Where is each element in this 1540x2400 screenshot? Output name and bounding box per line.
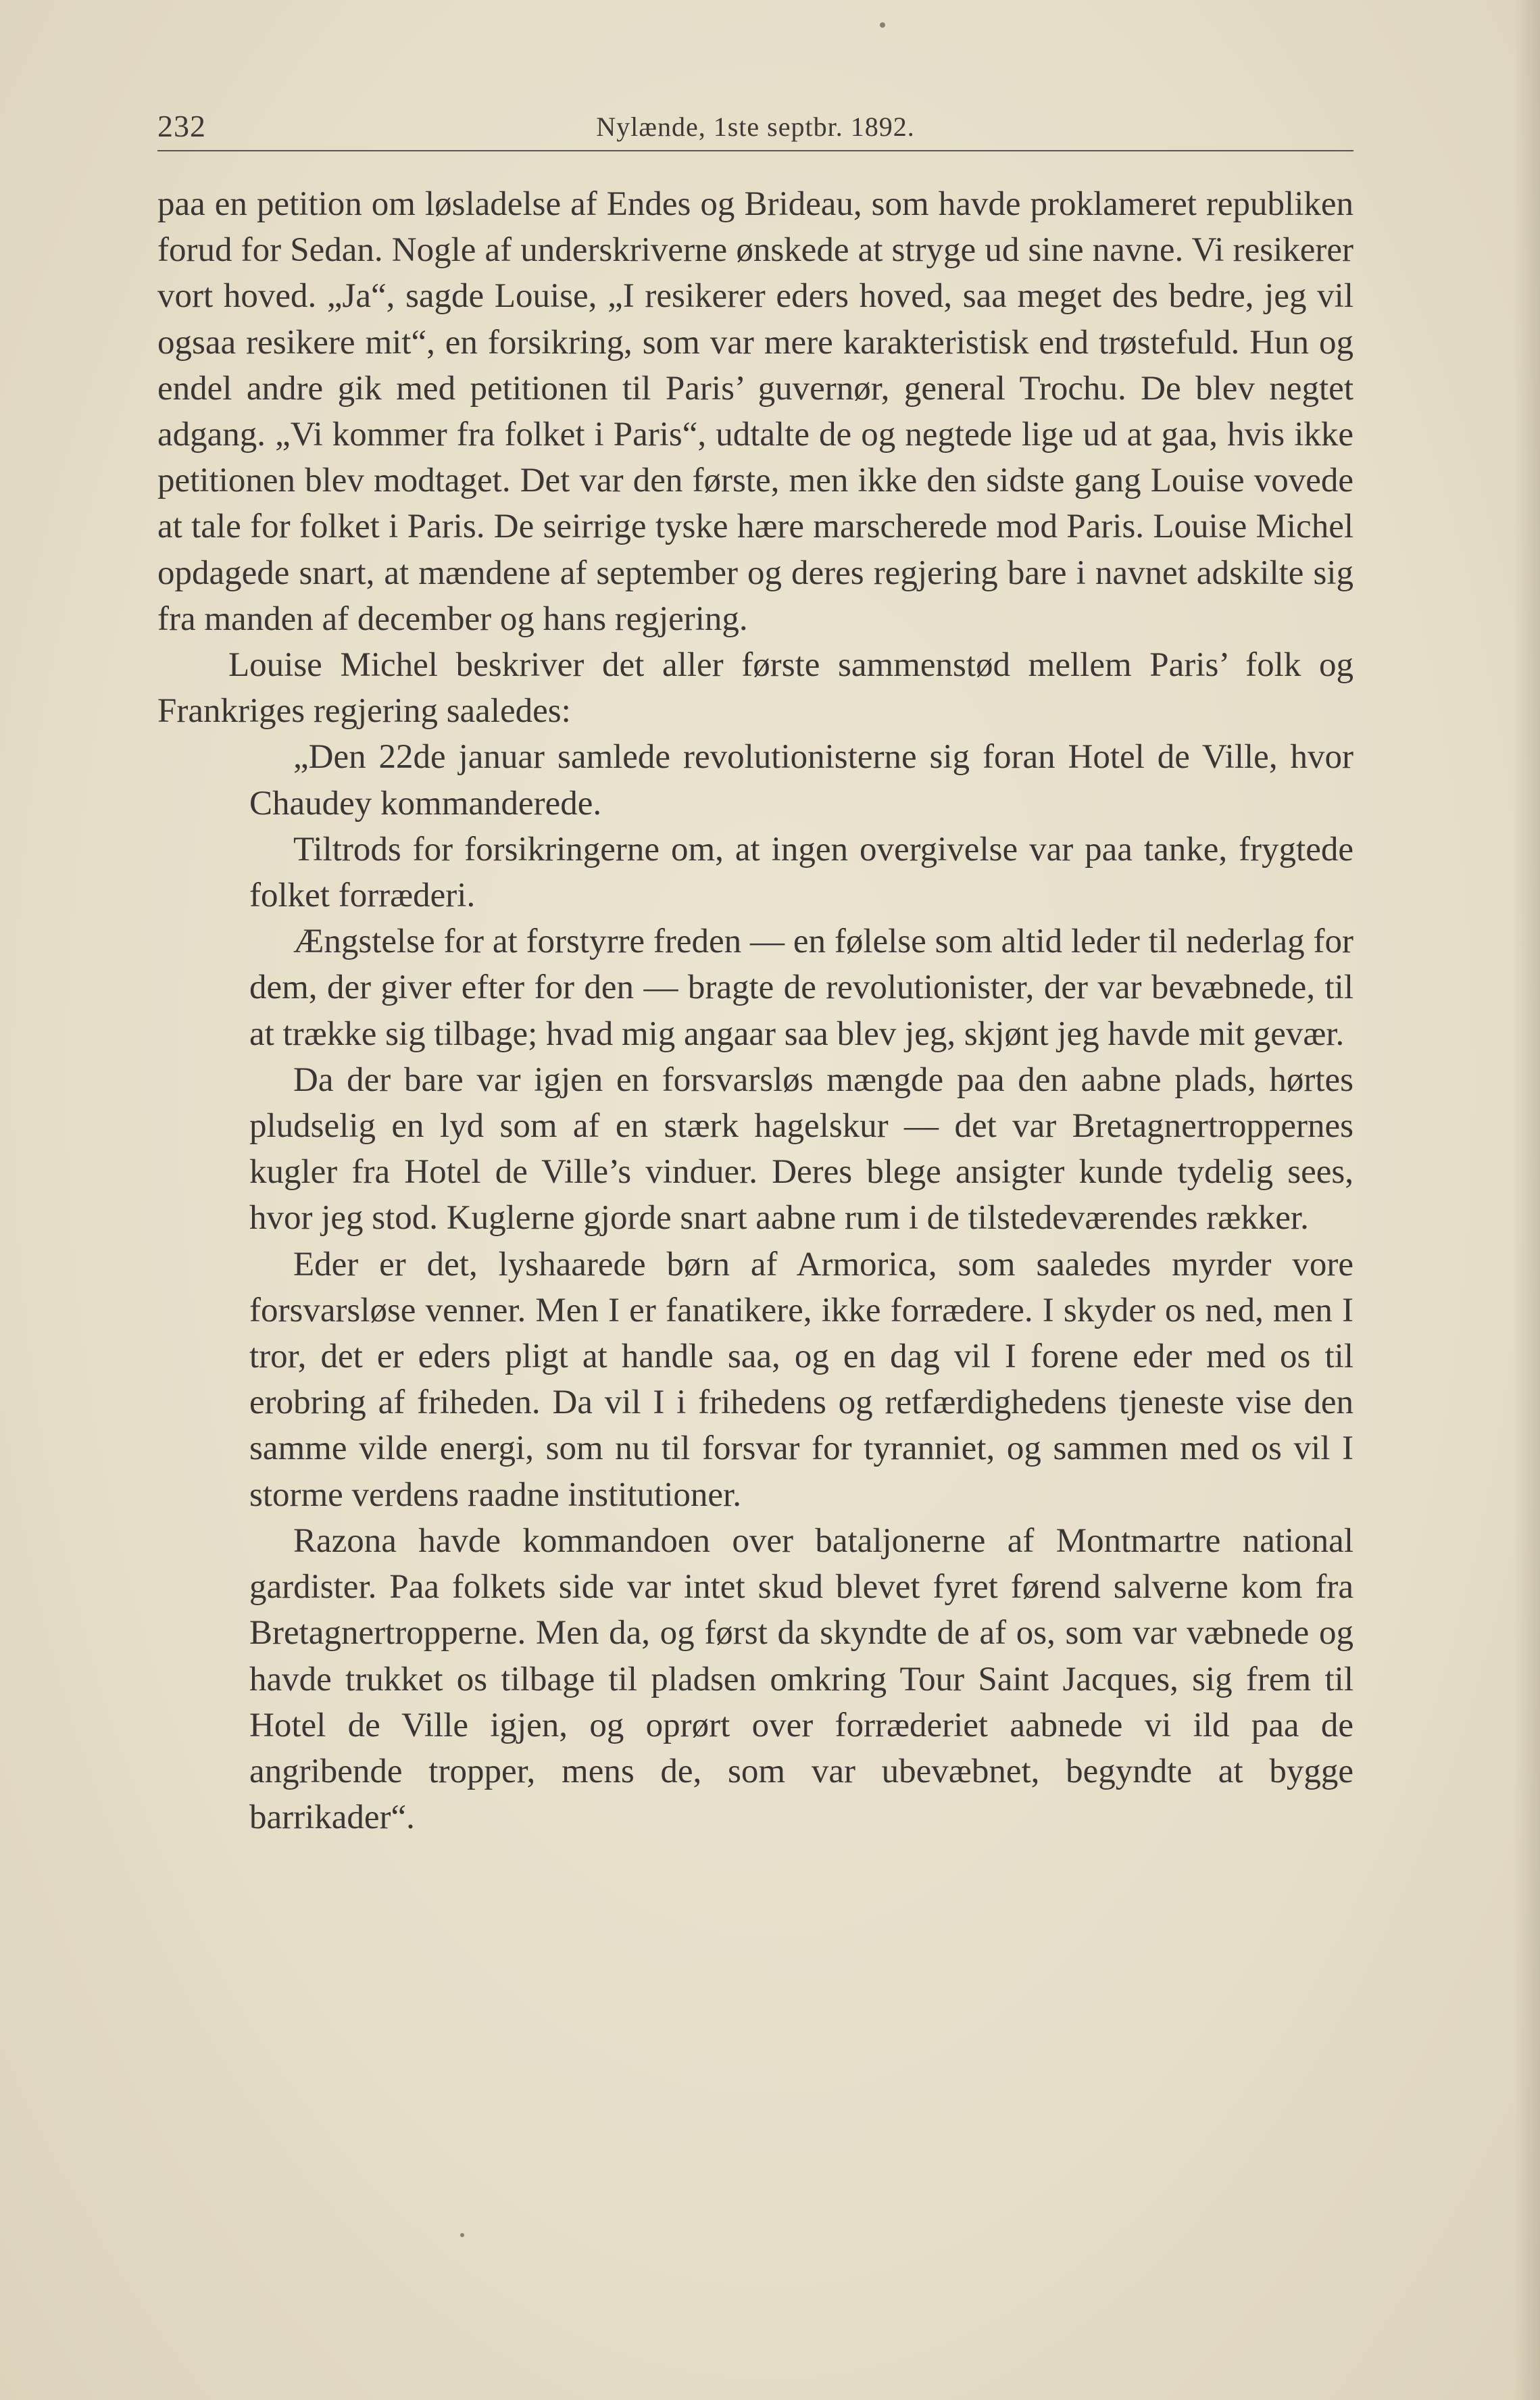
quote-paragraph: Tiltrods for forsikringerne om, at ingen overgivelse var paa tanke, frygtede folket forræderi. — [249, 830, 1353, 915]
quote-paragraph: Ængstelse for at forstyrre freden — en følelse som altid leder til nederlag for dem, der giver efter for den — bragte de revolutionister, der var bevæbnede, til at trække sig tilbage; hvad mig angaar saa blev jeg, skjønt jeg havde mit gevær. — [249, 923, 1353, 1053]
quote-paragraph: Da der bare var igjen en forsvarsløs mængde paa den aabne plads, hørtes pludselig en lyd som af en stærk hagelskur — det var Bretagnertroppernes kugler fra Hotel de Ville’s vinduer. Deres blege ansigter kunde tydelig sees, hvor jeg stod. Kuglerne gjorde snart aabne rum i de tilstedeværendes rækker. — [249, 1060, 1353, 1238]
quote-paragraph: Razona havde kommandoen over bataljonerne af Montmartre national gardister. Paa folkets side var intet skud blevet fyret førend salverne kom fra Bretagnertropperne. Men da, og først da skyndte de af os, som var væbnede og havde trukket os tilbage til pladsen omkring Tour Saint Jacques, sig frem til Hotel de Ville igjen, og oprørt over forræderiet aabnede vi ild paa de angribende tropper, mens de, som var ubevæbnet, begyndte at bygge barrikader“. — [249, 1521, 1353, 1837]
body-text — [157, 181, 1353, 1840]
page-header — [157, 101, 1353, 149]
paragraph: Louise Michel beskriver det aller første sammenstød mellem Paris’ folk og Frankriges regjering saaledes: — [157, 646, 1353, 731]
quote-paragraph: Eder er det, lyshaarede børn af Armorica, som saaledes myrder vore forsvarsløse venner. Men I er fanatikere, ikke forrædere. I skyder os ned, men I tror, det er eders pligt at handle saa, og en dag vil I forene eder med os til erobring af friheden. Da vil I i frihedens og retfærdighedens tjeneste vise den samme vilde energi, som nu til forsvar for tyranniet, og sammen med os vil I storme verdens raadne institutioner. — [249, 1245, 1353, 1514]
quote-paragraph: „Den 22de januar samlede revolutionisterne sig foran Hotel de Ville, hvor Chaudey kommanderede. — [249, 738, 1353, 823]
paragraph: paa en petition om løsladelse af Endes og Brideau, som havde proklameret republiken forud for Sedan. Nogle af underskriverne ønskede at stryge ud sine navne. Vi resikerer vort hoved. „Ja“, sagde Louise, „I resikerer eders hoved, saa meget des bedre, jeg vil ogsaa resikere mit“, en forsikring, som var mere karakteristisk end trøstefuld. Hun og endel andre gik med petitionen til Paris’ guvernør, general Trochu. De blev negtet adgang. „Vi kommer fra folket i Paris“, udtalte de og negtede lige ud at gaa, hvis ikke petitionen blev modtaget. Det var den første, men ikke den sidste gang Louise vovede at tale for folket i Paris. De seirrige tyske hære marscherede mod Paris. Louise Michel opdagede snart, at mændene af september og deres regjering bare i navnet adskilte sig fra manden af december og hans regjering. — [157, 185, 1353, 638]
speck-top — [880, 22, 885, 28]
page-edge-shadow — [1513, 0, 1540, 2400]
page-number: 232 — [157, 109, 206, 143]
speck-bottom — [460, 2233, 464, 2237]
running-head: Nylænde, 1ste septbr. 1892. — [596, 112, 915, 142]
header-rule — [157, 150, 1353, 151]
